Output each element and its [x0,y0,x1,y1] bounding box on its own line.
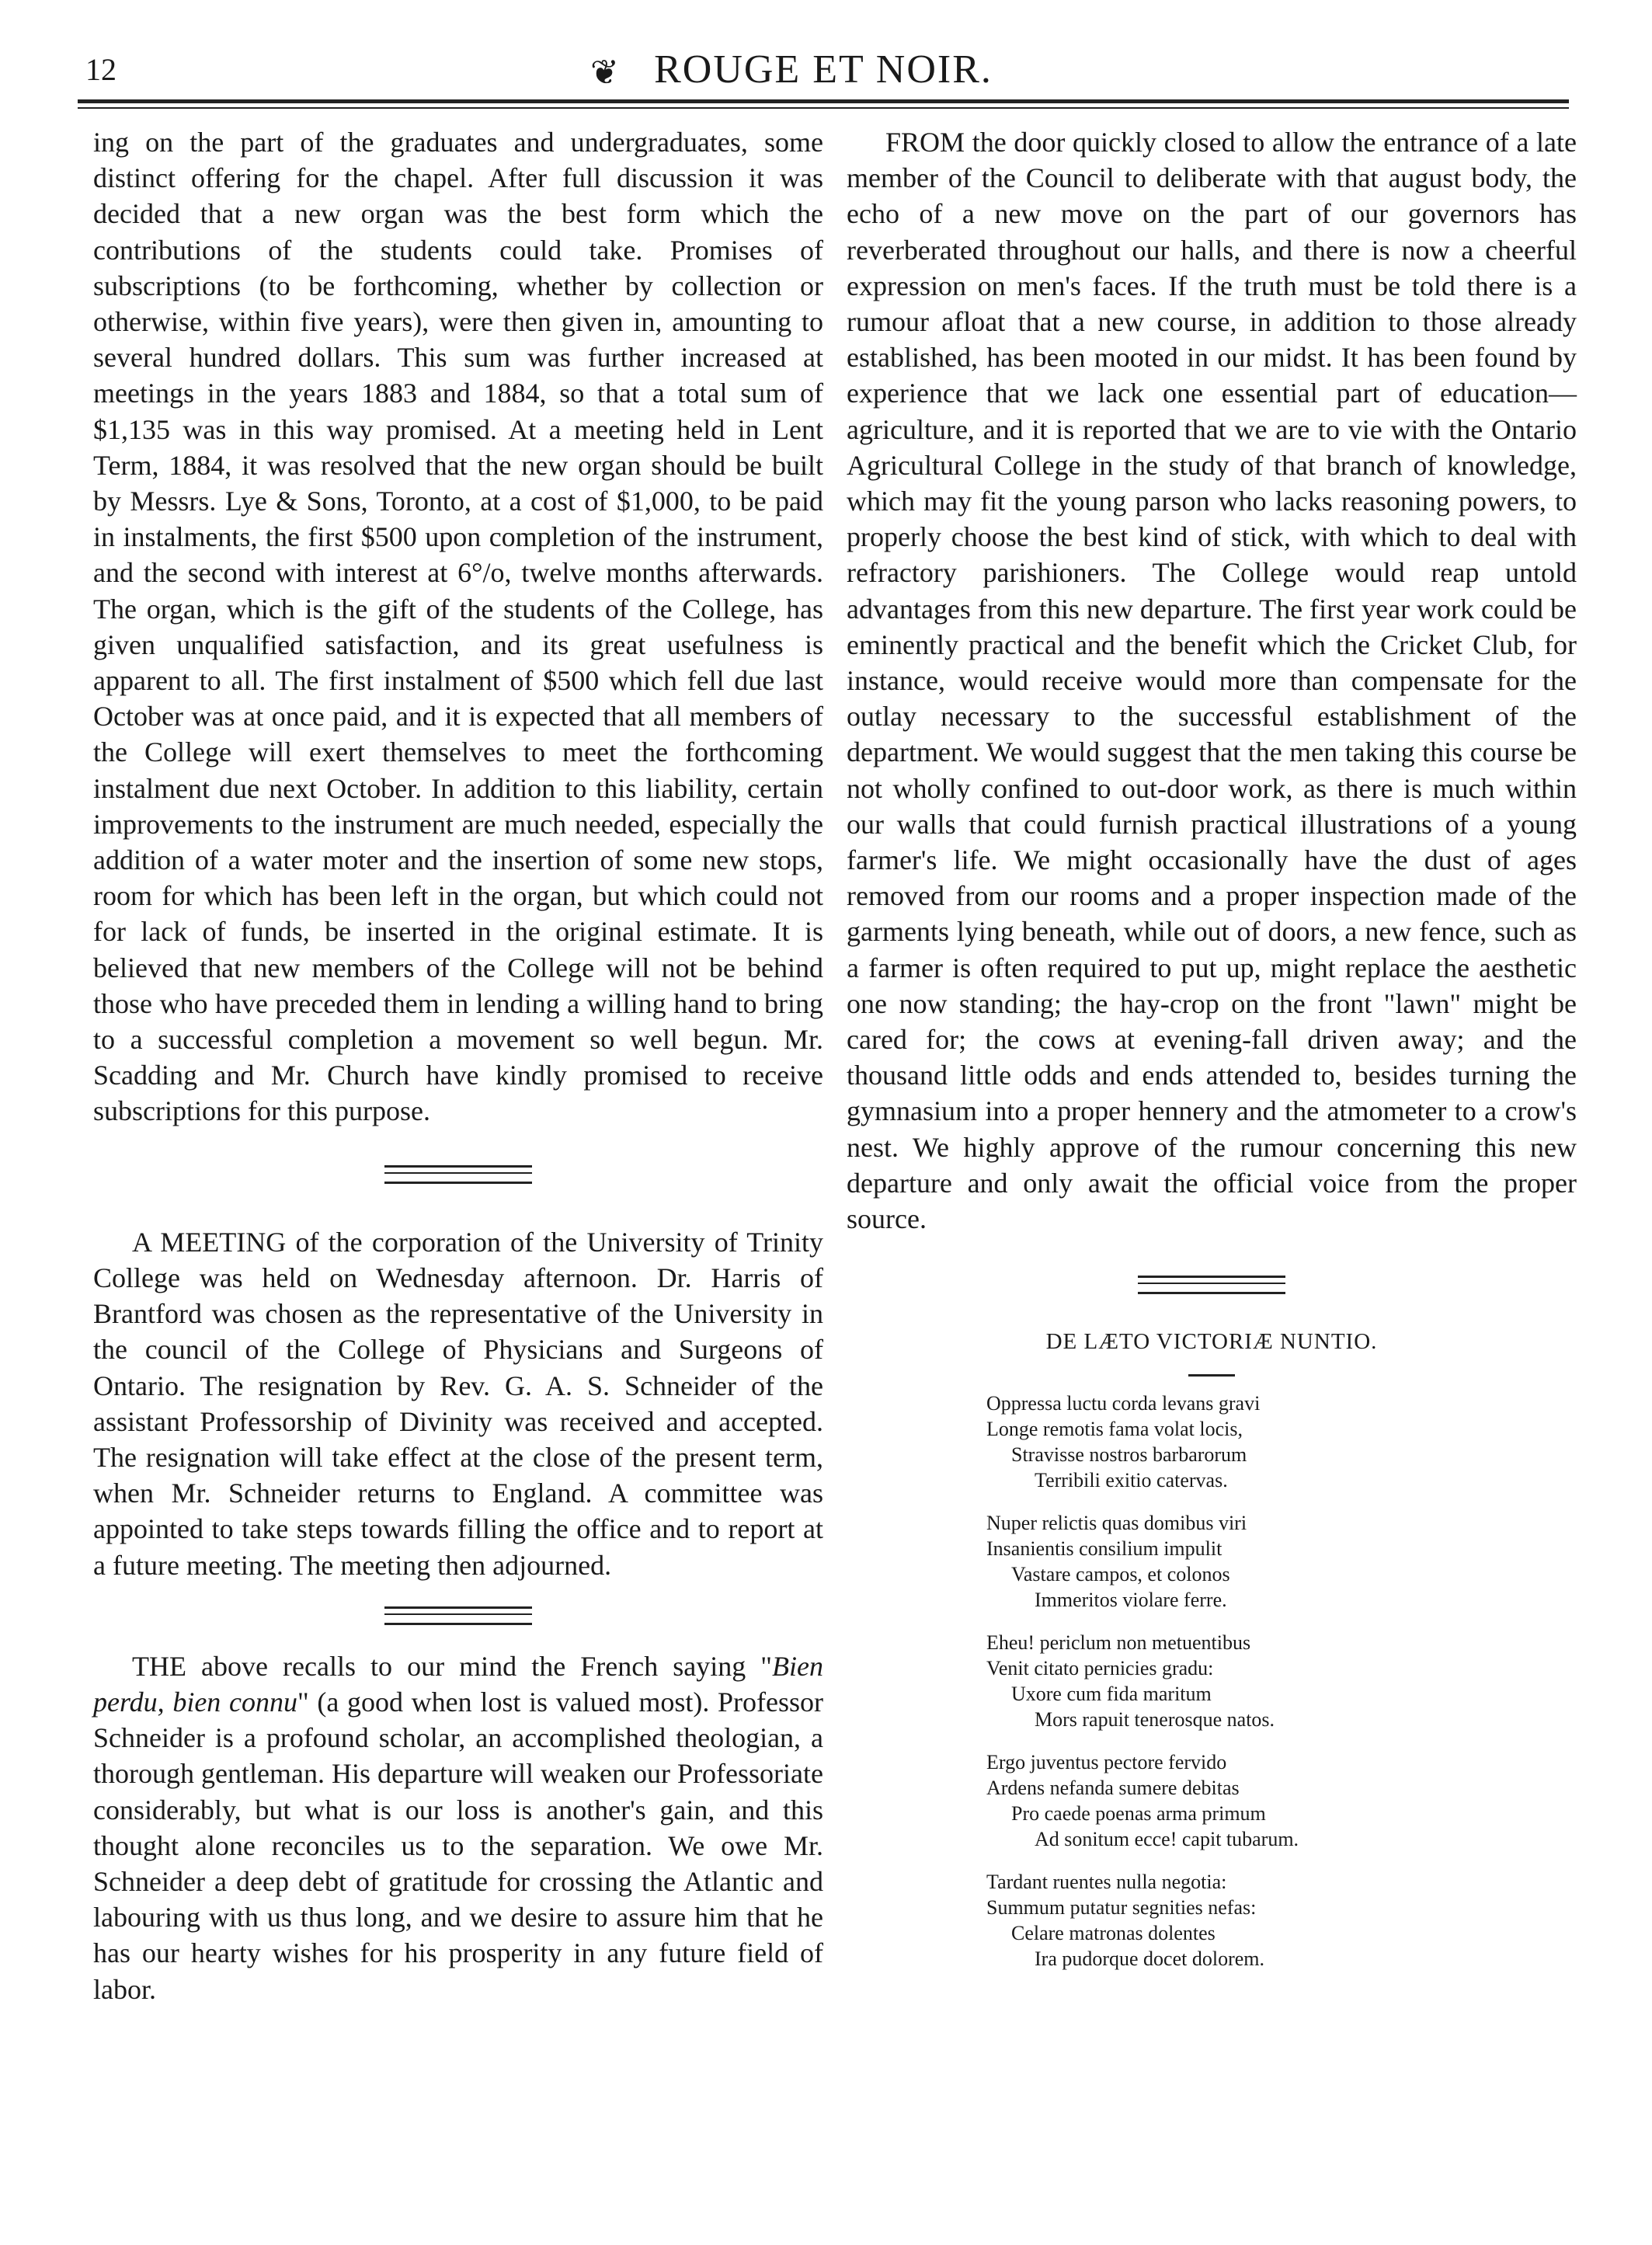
course-lead: FROM [885,127,965,158]
poem-line: Nuper relictis quas domibus viri [986,1511,1247,1534]
header-rule-thin [78,107,1569,109]
poem-line: Mors rapuit tenerosque natos. [1035,1707,1275,1731]
section-divider [1138,1276,1285,1294]
poem-line: Immeritos violare ferre. [1035,1588,1227,1611]
right-column [847,124,1577,1989]
poem-stanza [986,1630,1390,1732]
poem-line: Ira pudorque docet dolorem. [1035,1947,1265,1970]
poem-line: Ardens nefanda sumere debitas [986,1776,1240,1799]
meeting-paragraph [93,1224,823,1583]
poem-title: DE LÆTO VICTORIÆ NUNTIO. [1045,1329,1378,1355]
poem-stanza [986,1869,1390,1972]
poem-line: Ad sonitum ecce! capit tubarum. [1035,1827,1299,1850]
poem-line: Longe remotis fama volat locis, [986,1417,1243,1440]
saying-paragraph [93,1648,823,2007]
poem-line: Terribili exitio catervas. [1035,1468,1228,1491]
poem-line: Vastare campos, et colonos [1011,1562,1230,1585]
masthead-title: ROUGE ET NOIR. [654,47,993,92]
latin-poem [986,1391,1390,1972]
poem-stanza [986,1749,1390,1852]
poem-title-rule [1188,1374,1235,1377]
meeting-body: of the corporation of the University of Trinity College was held on Wednesday afternoon. Dr. Harris of Brantford was chosen as the representative of the University in the council of the College of Physicians and Surgeons of Ontario. The resignation by Rev. G. A. S. Schneider of the assistant Professorship of Divinity was received and accepted. The resignation will take effect at the close of the present term, when Mr. Schneider returns to England. A committee was appointed to take steps towards filling the office and to report at a future meeting. The meeting then adjourned. [93,1226,823,1581]
saying-body-1: above recalls to our mind the French saying " [186,1650,773,1682]
page-header [78,47,1569,101]
course-paragraph [847,124,1577,1237]
section-divider [384,1165,532,1184]
poem-line: Stravisse nostros barbarorum [1011,1443,1247,1466]
poem-line: Tardant ruentes nulla negotia: [986,1870,1227,1893]
saying-body-2: " (a good when lost is valued most). Professor Schneider is a profound scholar, an accomplished theologian, a thorough gentleman. His departure will weaken our Professoriate considerably, but what is our loss is another's gain, and this thought alone reconciles us to the separation. We owe Mr. Schneider a deep debt of gratitude for crossing the Atlantic and labouring with us thus long, and we desire to assure him that he has our hearty wishes for his prosperity in any future field of labor. [93,1686,823,2005]
poem-stanza [986,1391,1390,1493]
left-column [93,124,823,2007]
saying-french-quote: Bien perdu, bien connu [93,1650,823,1718]
course-body: the door quickly closed to allow the entrance of a late member of the Council to deliberate with that august body, the echo of a new move on the part of our governors has reverberated throughout our halls, and there is now a cheerful expression on men's faces. If the truth must be told there is a rumour afloat that a new course, in addition to those already established, has been mooted in our midst. It has been found by experience that we lack one essential part of education—agriculture, and it is reported that we are to vie with the Ontario Agricultural College in the study of that branch of knowledge, which may fit the young parson who lacks reasoning powers, to properly choose the best kind of stick, with which to deal with refractory parishioners. The College would reap untold advantages from this new departure. The first year work could be eminently practical and the benefit which the Cricket Club, for instance, would receive would more than compensate for the outlay necessary to the successful establishment of the department. We would suggest that the men taking this course be not wholly confined to out-door work, as there is much within our walls that could furnish practical illustrations of a young farmer's life. We might occasionally have the dust of ages removed from our rooms and a proper inspection made of the garments lying beneath, while out of doors, a new fence, such as a farmer is often required to put up, might replace the aesthetic one now standing; the hay-crop on the front "lawn" might be cared for; the cows at evening-fall driven away; and the thousand little odds and ends attended to, besides turning the gymnasium into a proper hennery and the atmometer to a crow's nest. We highly approve of the rumour concerning this new departure and only await the official voice from the proper source. [847,127,1577,1235]
saying-lead: THE [132,1650,186,1682]
header-rule-thick [78,99,1569,103]
poem-line: Insanientis consilium impulit [986,1537,1222,1560]
header-ornament-icon: ❦ [590,54,619,92]
poem-line: Oppressa luctu corda levans gravi [986,1391,1261,1415]
poem-line: Eheu! periclum non metuentibus [986,1631,1251,1654]
poem-line: Summum putatur segnities nefas: [986,1895,1257,1919]
page-number: 12 [85,52,117,87]
section-divider [384,1606,532,1625]
poem-stanza [986,1510,1390,1613]
poem-line: Venit citato pernicies gradu: [986,1656,1214,1679]
meeting-lead: A MEETING [132,1226,287,1258]
poem-line: Pro caede poenas arma primum [1011,1801,1266,1825]
organ-paragraph: ing on the part of the graduates and undergraduates, some distinct offering for the chapel. After full discussion it was decided that a new organ was the best form which the contributions of the students could take. Promises of subscriptions (to be forthcoming, whether by collection or otherwise, within five years), were then given in, amounting to several hundred dollars. This sum was further increased at meetings in the years 1883 and 1884, so that a total sum of $1,135 was in this way promised. At a meeting held in Lent Term, 1884, it was resolved that the new organ should be built by Messrs. Lye & Sons, Toronto, at a cost of $1,000, to be paid in instalments, the first $500 upon completion of the instrument, and the second with interest at 6°/o, twelve months afterwards. The organ, which is the gift of the students of the College, has given unqualified satisfaction, and its great usefulness is apparent to all. The first instalment of $500 which fell due last October was at once paid, and it is expected that all members of the College will exert themselves to meet the forthcoming instalment due next October. In addition to this liability, certain improvements to the instrument are much needed, especially the addition of a water moter and the insertion of some new stops, room for which has been left in the organ, but which could not for lack of funds, be inserted in the original estimate. It is believed that new members of the College will not be behind those who have preceded them in lending a willing hand to bring to a successful completion a movement so well begun. Mr. Scadding and Mr. Church have kindly promised to receive subscriptions for this purpose. [93,127,823,1127]
poem-line: Uxore cum fida maritum [1011,1682,1212,1705]
poem-line: Celare matronas dolentes [1011,1921,1216,1944]
poem-line: Ergo juventus pectore fervido [986,1750,1227,1773]
